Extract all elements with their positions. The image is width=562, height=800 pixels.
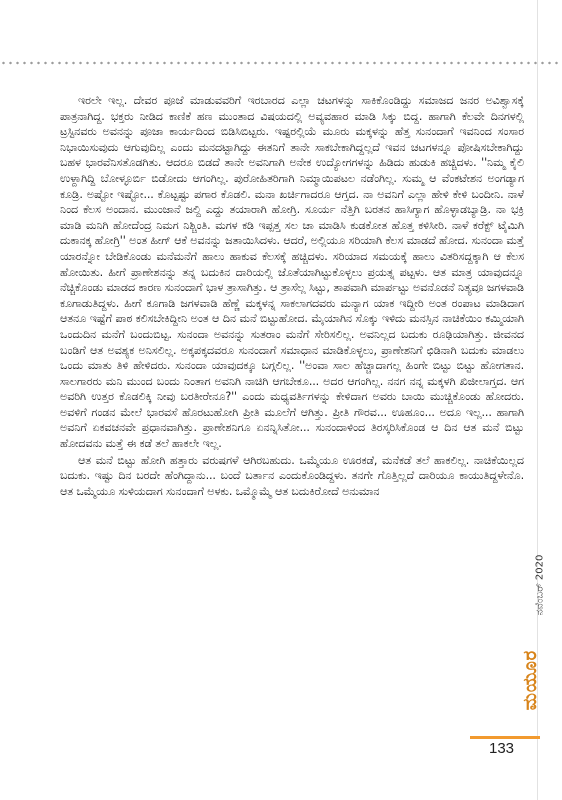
- issue-date: ನವೆಂಬರ್ 2020: [534, 554, 546, 616]
- article-body: [60, 93, 524, 713]
- magazine-logo: ಮಯೂರ: [520, 649, 541, 711]
- dotted-top-border: [0, 60, 562, 66]
- article-paragraph-1: ಇರಲೇ ಇಲ್ಲ. ದೇವರ ಪೂಜೆ ಮಾಡುವವರಿಗೆ ಇರಬಾರದ ಎಲ್ಲಾ ಚಟಗಳನ್ನು ಸಾಕಿಕೊಂಡಿದ್ದು ಸಮಾಜದ ಜನರ ಅವಿಶ್ವಾಸಕ್ಕೆ ಪಾತ್ರನಾಗಿದ್ದ. ಭಕ್ತರು ನೀಡಿದ ಕಾಣಿಕೆ ಹಣ ಮುಂತಾದ ವಿಷಯದಲ್ಲಿ ಅವ್ಯವಹಾರ ಮಾಡಿ ಸಿಕ್ಕು ಬಿದ್ದ. ಹಾಗಾಗಿ ಕೆಲವೇ ದಿನಗಳಲ್ಲಿ ಟ್ರಸ್ಟಿನವರು ಅವನನ್ನು ಪೂಜಾ ಕಾರ್ಯದಿಂದ ಬಿಡಿಸಿಬಿಟ್ಟರು. ಇಷ್ಟರಲ್ಲಿಯೆ ಮೂರು ಮಕ್ಕಳನ್ನು ಹೆತ್ತ ಸುನಂದಾಗೆ ಇವನಿಂದ ಸಂಸಾರ ನಿಭಾಯಿಸುವುದು ಆಗುವುದಿಲ್ಲ ಎಂದು ಮನದಟ್ಟಾಗಿದ್ದು ಈತನಿಗೆ ತಾನೇ ಸಾಕಬೇಕಾಗಿದ್ದಲ್ಲದೆ ಇವನ ಚಟಗಳನ್ನೂ ಪೋಷಿಸಬೇಕಾಗಿದ್ದು ಬಹಳ ಭಾರವೆನಿಸತೊಡಗಿತು. ಆದರೂ ಬಿಡದೆ ತಾನೇ ಅವನಿಗಾಗಿ ಅನೇಕ ಉದ್ಯೋಗಗಳನ್ನು ಹಿಡಿದು ಹುಡುಕಿ ಹಚ್ಚಿದಳು. ''ನಿಮ್ಮ ಕೈಲಿ ಉಳ್ದಾಗಿದ್ದಿ ಬೋಳ್ಳೂರ್ಬಿ ಬಿಡೋದು ಆಗಂಗಿಲ್ಲ. ಪುರೋಹಿತರಿಗಾಗಿ ನಿಮ್ಮಾಯಿಪಟಲ ನಡೆಂಗಿಲ್ಲ. ಸುಮ್ಮ ಆ ವೆಂಕಟೇಶನ ಅಂಗಡ್ಯಾಗ ಕೂಡ್ರಿ. ಅಷ್ಟೋ ಇಷ್ಟೋ... ಕೊಟ್ಟಷ್ಟು ಪಗಾರ ಕೊಡಲಿ. ಮನಾ ಖರ್ಚಿಗಾದರೂ ಆಗ್ತದ. ನಾ ಅವನಿಗೆ ಎಲ್ಲಾ ಹೇಳಿ ಕೇಳಿ ಬಂದೀನಿ. ನಾಳೆ ನಿಂದ ಕೆಲಸ ಅಂದಾನ. ಮುಂಜಾನೆ ಜಲ್ದಿ ಎದ್ದು ತಯಾರಾಗಿ ಹೋಗ್ರಿ. ಸೂರ್ಯ ನೆತ್ತಿಗಿ ಬರತನ ಹಾಸಿಗ್ಯಾಗ ಹೊಳ್ಳಾಡಬ್ಯಾಡ್ರಿ. ನಾ ಭಕ್ರಿ ಮಾಡಿ ಮನಿಗಿ ಹೋದೆಂದ್ರ ನಿಮಗ ನಿಶ್ಚಿಂತಿ. ಮಗಳ ಕಡಿ ಇಪ್ಪತ್ತ ಸಲ ಚಾ ಮಾಡಿಸಿ ಕುಡಕೋತ ಹೊತ್ತ ಕಳಿಸೀರಿ. ನಾಳೆ ಕರೆಕ್ಟ್ ಟೈಮಿಗಿ ದುಕಾನಕ್ಕ ಹೋಗ್ರಿ'' ಅಂತ ಹೀಗ್ ಆಕೆ ಅವನನ್ನು ಜತಾಯಿಸಿದಳು. ಆದರೆ, ಅಲ್ಲಿಯೂ ಸರಿಯಾಗಿ ಕೆಲಸ ಮಾಡದೆ ಹೋದ. ಸುನಂದಾ ಮತ್ತೆ ಯಾರನ್ನೋ ಬೇಡಿಕೊಂಡು ಮನೆಮನೆಗೆ ಹಾಲು ಹಾಕುವ ಕೆಲಸಕ್ಕೆ ಹಚ್ಚಿದಳು. ಸರಿಯಾದ ಸಮಯಕ್ಕೆ ಹಾಲು ವಿತರಿಸದ್ದಕ್ಕಾಗಿ ಆ ಕೆಲಸ ಹೋಯಿತು. ಹೀಗೆ ಪ್ರಾಣೇಶನನ್ನು ತನ್ನ ಬದುಕಿನ ದಾರಿಯಲ್ಲಿ ಜೊತೆಯಾಗಿಟ್ಟುಕೊಳ್ಳಲು ಪ್ರಯತ್ನ ಪಟ್ಟಳು. ಆತ ಮಾತ್ರ ಯಾವುದನ್ನೂ ನೆಚ್ಚಿಕೊಂಡು ಮಾಡದ ಕಾರಣ ಸುನಂದಾಗೆ ಭಾಳ ತ್ರಾಸಾಗಿತ್ತು. ಆ ತ್ರಾಸೆಲ್ಲ ಸಿಟ್ಟು, ತಾಪವಾಗಿ ಮಾರ್ಪಟ್ಟು ಅವನೊಡನೆ ನಿತ್ಯವೂ ಜಗಳವಾಡಿ ಕೂಗಾಡುತಿದ್ದಳು. ಹೀಗೆ ಕೂಗಾಡಿ ಜಗಳವಾಡಿ ಹೆಣ್ಣೆ ಮಕ್ಕಳನ್ನ ಸಾಕಲಾಗದವರು ಮನ್ಯಾಗ ಯಾಕ ಇದ್ದೀರಿ ಅಂತ ರಂಪಾಟ ಮಾಡಿದಾಗ ಆತನೂ ಇಷ್ಟೆಗೆ ಪಾಠ ಕಲಿಸಬೇಕಿದ್ದೀನಿ ಅಂತ ಆ ದಿನ ಮನೆ ಬಿಟ್ಟುಹೋದ. ಮೈಯಾಗಿನ ಸೊಕ್ಕು ಇಳಿದು ಮನಸ್ಸಿನ ನಾಚಿಕೆಯಿಂ ಕಮ್ಮಿಯಾಗಿ ಒಂದುದಿನ ಮನೆಗೆ ಬಂದುಬಿಟ್ಟ. ಸುನಂದಾ ಅವನನ್ನು ಸುತರಾಂ ಮನೆಗೆ ಸೇರಿಸಲಿಲ್ಲ. ಅವನಿಲ್ಲದ ಬದುಕು ರೂಢಿಯಾಗಿತ್ತು. ಜೀವನದ ಬಂಡಿಗೆ ಆತ ಅವಶ್ಯಕ ಅನಿಸಲಿಲ್ಲ. ಅಕ್ಕಪಕ್ಕದವರೂ ಸುನಂದಾಗೆ ಸಮಾಧಾನ ಮಾಡಿಕೊಳ್ಳಲು, ಪ್ರಾಣೇಶನಿಗೆ ಛಿಡಿನಾಗಿ ಬದುಕು ಮಾಡಲು ಒಂದು ಮಾತು ತಿಳಿ ಹೇಳಿದರು. ಸುನಂದಾ ಯಾವುದಕ್ಕೂ ಬಗ್ಗಲಿಲ್ಲ. ''ಅಂವಾ ಸಾಲ ಹೆಚ್ಚಾದಾಗಲ್ಲ ಹಿಂಗೇ ಬಿಟ್ಟು ಬಿಟ್ಟು ಹೋಗತಾನ. ಸಾಲಗಾರರು ಮನಿ ಮುಂದ ಬಂದು ನಿಂತಾಗ ಅವನಿಗಿ ನಾಚಿಗಿ ಆಗಬೇಕೂ... ಅದರ ಆಗಂಗಿಲ್ಲ. ನನಗ ನನ್ನ ಮಕ್ಕಳಗಿ ಖಿಜೀಲಾಗ್ತದ. ಆಗ ಅವರಿಗಿ ಉತ್ತರ ಕೊಡಲಿಕ್ಕಿ ನೀವು ಬರತೀರೇನೂ?'' ಎಂದು ಮಧ್ಯವರ್ತಿಗಳನ್ನು ಕೇಳಿದಾಗ ಅವರು ಬಾಯಿ ಮುಚ್ಚಿಕೊಂಡು ಹೋದರು. ಅವಳಿಗೆ ಗಂಡನ ಮೇಲೆ ಭಾರವಸೆ ಹೊರಟುಹೋಗಿ ಪ್ರೀತಿ ಮೂಲೆಗೆ ಆಗಿತ್ತು. ಪ್ರೀತಿ ಗೌರವ... ಊಹೂಂ... ಅದೂ ಇಲ್ಲ... ಹಾಗಾಗಿ ಅವನಿಗೆ ಏಕವಚನವೇ ಪ್ರಧಾನವಾಗಿತ್ತು. ಪ್ರಾಣೇಶನಿಗೂ ಏನನ್ನಿಸಿತೋ... ಸುನಂದಾಳಿಂದ ತಿರಸ್ಕರಿಸಿಕೊಂಡ ಆ ದಿನ ಆತ ಮನೆ ಬಿಟ್ಟು ಹೋದವನು ಮತ್ತೆ ಈ ಕಡೆ ತಲೆ ಹಾಕಲೇ ಇಲ್ಲ.: [60, 94, 524, 451]
- page-number-rule: [470, 736, 540, 739]
- page-number: 133: [489, 740, 515, 757]
- article-paragraph-2: ಆತ ಮನೆ ಬಿಟ್ಟು ಹೋಗಿ ಹತ್ತಾರು ವರುಷಗಳೆ ಆಗಿರಬಹುದು. ಒಮ್ಮೆಯೂ ಊರಕಡೆ, ಮನೆಕಡೆ ತಲೆ ಹಾಕಲಿಲ್ಲ. ನಾಚಿಕೆಯಿಲ್ಲದ ಬದುಕು. ಇಷ್ಟು ದಿನ ಬರದೇ ಹೆಂಗಿದ್ದಾನು... ಬಂದೆ ಬರ್ತಾನ ಎಂದುಕೊಂಡಿದ್ದಳು. ತನಗೇ ಗೊತ್ತಿಲ್ಲದೆ ದಾರಿಯೂ ಕಾಯುತಿದ್ದಳೇನೊ. ಆತ ಒಮ್ಮೆಯೂ ಸುಳಿಯದಾಗ ಸುನಂದಾಗೆ ಅಳಕು. ಒಮ್ಮೊಮ್ಮೆ ಆತ ಬದುಕಿರೋದೆ ಅನುಮಾನ: [60, 453, 524, 498]
